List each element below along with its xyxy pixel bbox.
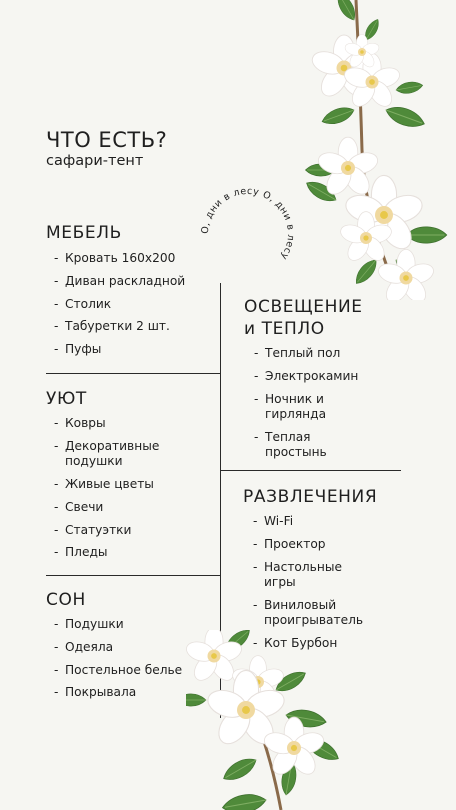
list-item: - Пледы	[54, 545, 196, 561]
page-title: ЧТО ЕСТЬ?	[46, 128, 168, 152]
section-title: ОСВЕЩЕНИЕ и ТЕПЛО	[244, 297, 363, 339]
list-item: - Настольные игры	[253, 560, 371, 591]
circular-text: О, дни в лесу О, дни в лесу	[199, 185, 297, 262]
section-title: УЮТ	[46, 389, 87, 409]
list-item: - Столик	[54, 297, 216, 313]
list-item: - Постельное белье	[54, 663, 216, 679]
section-comfort	[46, 388, 196, 568]
list-item: - Живые цветы	[54, 477, 196, 493]
section-furniture	[46, 222, 216, 365]
section-lighting-heat	[244, 296, 374, 468]
list-item: - Теплая простынь	[254, 430, 364, 461]
list-item: - Статуэтки	[54, 523, 196, 539]
list-item: - Свечи	[54, 500, 196, 516]
divider-right-1	[220, 470, 401, 471]
jasmine-flowers-top-right	[296, 0, 456, 300]
list-item: - Проектор	[253, 537, 371, 553]
list-item: - Кот Бурбон	[253, 636, 371, 652]
list-item: - Электрокамин	[254, 369, 364, 385]
section-title: РАЗВЛЕЧЕНИЯ	[243, 487, 378, 507]
list-item: - Подушки	[54, 617, 216, 633]
list-item: - Одеяла	[54, 640, 216, 656]
item-list	[54, 416, 196, 561]
section-title: СОН	[46, 590, 86, 610]
list-item: - Пуфы	[54, 342, 216, 358]
list-item: - Кровать 160х200	[54, 251, 216, 267]
divider-left-2	[46, 575, 221, 576]
item-list	[254, 346, 364, 461]
list-item: - Wi-Fi	[253, 514, 371, 530]
list-item: - Табуретки 2 шт.	[54, 319, 216, 335]
divider-left-1	[46, 373, 221, 374]
list-item: - Диван раскладной	[54, 274, 216, 290]
list-item: - Виниловый проигрыватель	[253, 598, 371, 629]
page-subtitle: сафари-тент	[46, 153, 144, 169]
list-item: - Декоративные подушки	[54, 439, 196, 470]
list-item: - Ночник и гирлянда	[254, 392, 364, 423]
item-list	[54, 251, 216, 358]
jasmine-flowers-bottom	[186, 630, 356, 810]
section-title: МЕБЕЛЬ	[46, 223, 122, 243]
list-item: - Теплый пол	[254, 346, 364, 362]
list-item: - Покрывала	[54, 685, 216, 701]
list-item: - Ковры	[54, 416, 196, 432]
